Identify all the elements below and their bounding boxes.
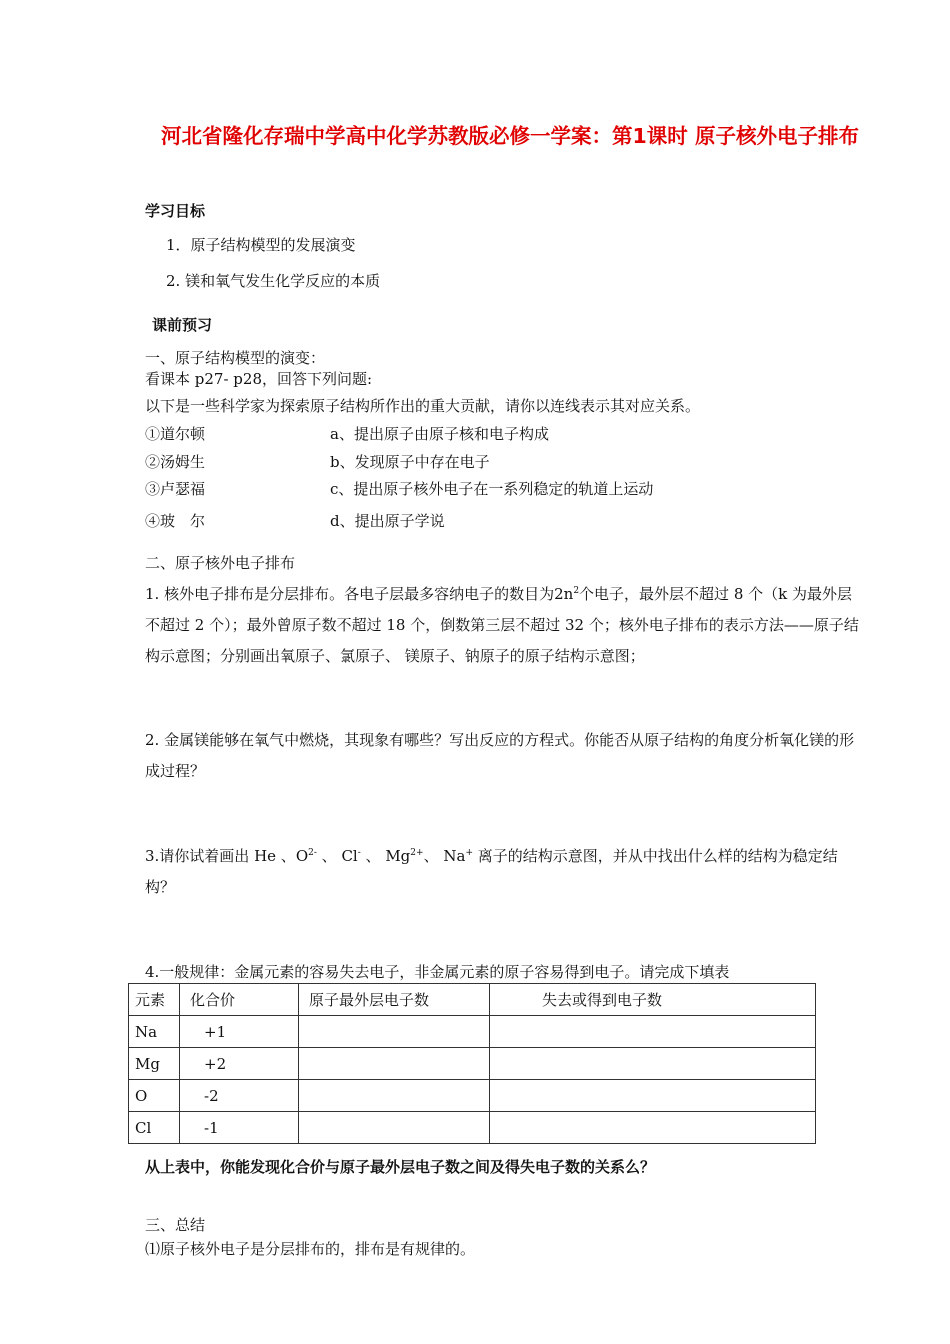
table-header-cell: 化合价 bbox=[180, 984, 299, 1016]
table-cell: Cl bbox=[129, 1112, 180, 1144]
section2-title: 二、原子核外电子排布 bbox=[145, 554, 296, 572]
table-row bbox=[129, 1048, 816, 1080]
table-header-row bbox=[129, 984, 816, 1016]
document-title: 河北省隆化存瑞中学高中化学苏教版必修一学案：第1课时 原子核外电子排布 bbox=[161, 124, 859, 148]
question-2: 2. 金属镁能够在氧气中燃烧，其现象有哪些？写出反应的方程式。你能否从原子结构的角度分析氧化镁的形成过程？ bbox=[145, 731, 855, 780]
table-cell-blank[interactable] bbox=[299, 1048, 490, 1080]
scientist-name: ③卢瑟福 bbox=[145, 480, 206, 498]
table-header-cell: 失去或得到电子数 bbox=[490, 984, 816, 1016]
formula-base: 2n bbox=[554, 585, 574, 603]
separator: 、 bbox=[360, 847, 386, 865]
table-cell: -1 bbox=[180, 1112, 299, 1144]
table-cell: -2 bbox=[180, 1080, 299, 1112]
table-cell: +2 bbox=[180, 1048, 299, 1080]
ion-charge: - bbox=[357, 848, 361, 858]
ion-charge: + bbox=[465, 848, 473, 858]
contribution-text: b、发现原子中存在电子 bbox=[330, 453, 490, 471]
table-cell-blank[interactable] bbox=[490, 1048, 816, 1080]
scientist-name: ④玻 尔 bbox=[145, 512, 206, 530]
table-cell-blank[interactable] bbox=[490, 1080, 816, 1112]
table-header-cell: 元素 bbox=[129, 984, 180, 1016]
question-3-part: 3.请你试着画出 He 、 bbox=[145, 847, 296, 865]
contribution-text: c、提出原子核外电子在一系列稳定的轨道上运动 bbox=[330, 480, 654, 498]
separator: 、 bbox=[316, 847, 342, 865]
ion-formula bbox=[341, 847, 360, 865]
scientist-name: ②汤姆生 bbox=[145, 453, 206, 471]
ion-symbol: Na bbox=[443, 847, 466, 865]
ion-symbol: O bbox=[295, 847, 309, 865]
table-row bbox=[129, 1112, 816, 1144]
section3-line1: ⑴原子核外电子是分层排布的，排布是有规律的。 bbox=[145, 1240, 476, 1258]
question-3-part: 离子的结构示意图，并从中找出什么样的结构为稳定结构？ bbox=[145, 847, 838, 896]
objectives-heading: 学习目标 bbox=[145, 202, 206, 220]
table-cell-blank[interactable] bbox=[490, 1112, 816, 1144]
table-cell-blank[interactable] bbox=[299, 1080, 490, 1112]
table-cell-blank[interactable] bbox=[299, 1016, 490, 1048]
table-cell-blank[interactable] bbox=[299, 1112, 490, 1144]
table-row bbox=[129, 1016, 816, 1048]
question-after-table: 从上表中，你能发现化合价与原子最外层电子数之间及得失电子数的关系么？ bbox=[145, 1158, 656, 1176]
table-header-cell: 原子最外层电子数 bbox=[299, 984, 490, 1016]
question-4: 4.一般规律：金属元素的容易失去电子，非金属元素的原子容易得到电子。请完成下填表 bbox=[145, 963, 730, 981]
contribution-text: d、提出原子学说 bbox=[330, 512, 445, 530]
table-cell: O bbox=[129, 1080, 180, 1112]
separator: 、 bbox=[423, 847, 444, 865]
section3-title: 三、总结 bbox=[145, 1216, 206, 1234]
objective-item: 2. 镁和氧气发生化学反应的本质 bbox=[166, 272, 381, 290]
preview-heading: 课前预习 bbox=[152, 316, 213, 334]
ion-charge: 2- bbox=[308, 848, 317, 858]
ion-formula bbox=[296, 847, 317, 865]
question-1 bbox=[145, 579, 863, 672]
ion-symbol: Cl bbox=[341, 847, 358, 865]
section1-line2: 以下是一些科学家为探索原子结构所作出的重大贡献，请你以连线表示其对应关系。 bbox=[145, 397, 701, 415]
question-1-part: 1. 核外电子排布是分层排布。各电子层最多容纳电子的数目为 bbox=[145, 585, 555, 603]
section1-line1: 看课本 p27- p28，回答下列问题: bbox=[145, 370, 373, 388]
ion-charge: 2+ bbox=[410, 848, 424, 858]
table-cell-blank[interactable] bbox=[490, 1016, 816, 1048]
question-1-part: 个电子，最外层不超过 8 个（k 为最外层不超过 2 个）；最外曾原子数不超过 18 个，倒数第三层不超过 32 个；核外电子排布的表示方法——原子结构示意图；分别画出氧原子、氯原子、 镁原子、钠原子的原子结构示意图； bbox=[145, 585, 859, 665]
formula-sup: 2 bbox=[573, 586, 580, 596]
table-cell: Mg bbox=[129, 1048, 180, 1080]
question-3 bbox=[145, 841, 863, 903]
table-cell: Na bbox=[129, 1016, 180, 1048]
section1-title: 一、原子结构模型的演变： bbox=[145, 349, 326, 367]
fill-in-table bbox=[128, 983, 816, 1144]
scientist-name: ①道尔顿 bbox=[145, 425, 206, 443]
formula-2n2 bbox=[554, 585, 579, 603]
contribution-text: a、提出原子由原子核和电子构成 bbox=[330, 425, 549, 443]
objective-item: 1．原子结构模型的发展演变 bbox=[166, 236, 356, 254]
table-cell: +1 bbox=[180, 1016, 299, 1048]
ion-symbol: Mg bbox=[385, 847, 411, 865]
table-row bbox=[129, 1080, 816, 1112]
ion-formula bbox=[443, 847, 473, 865]
ion-formula bbox=[385, 847, 423, 865]
